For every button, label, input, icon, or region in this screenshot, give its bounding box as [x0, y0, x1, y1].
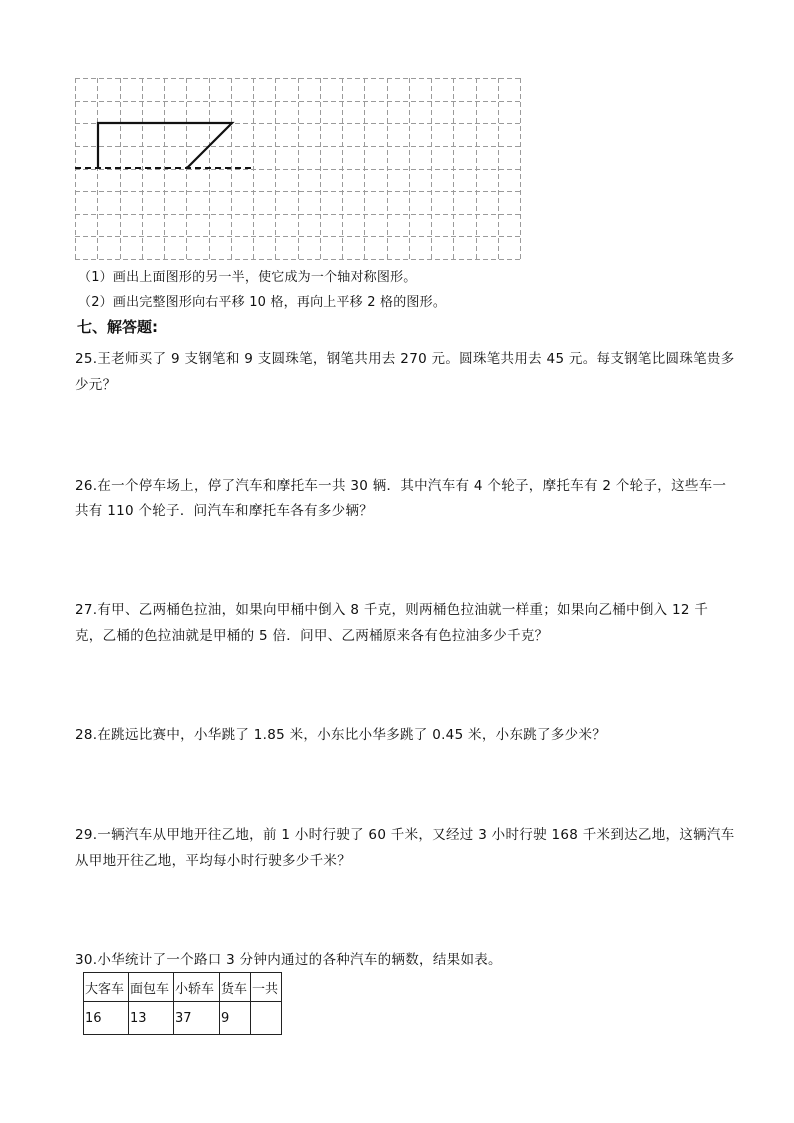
table-row — [84, 1002, 282, 1035]
vehicle-count-table — [83, 972, 282, 1035]
grid-figure — [75, 78, 521, 260]
figure-instruction-2: （2）画出完整图形向右平移 10 格，再向上平移 2 格的图形。 — [78, 295, 447, 310]
table-cell — [251, 1002, 282, 1035]
table-cell: 13 — [129, 1002, 174, 1035]
table-header-cell: 大客车 — [84, 973, 129, 1002]
table-header-cell: 货车 — [220, 973, 251, 1002]
question-25-line-2: 少元？ — [75, 377, 117, 393]
table-cell: 16 — [84, 1002, 129, 1035]
table-header-cell: 一共 — [251, 973, 282, 1002]
question-30-line-1: 30.小华统计了一个路口 3 分钟内通过的各种汽车的辆数，结果如表。 — [75, 952, 502, 968]
question-26-line-1: 26.在一个停车场上，停了汽车和摩托车一共 30 辆．其中汽车有 4 个轮子，摩托车有 2 个轮子，这些车一 — [75, 478, 727, 494]
question-27-line-2: 克，乙桶的色拉油就是甲桶的 5 倍．问甲、乙两桶原来各有色拉油多少千克？ — [75, 628, 549, 644]
table-cell: 9 — [220, 1002, 251, 1035]
figure-instruction-1: （1）画出上面图形的另一半，使它成为一个轴对称图形。 — [78, 270, 417, 285]
question-27-line-1: 27.有甲、乙两桶色拉油，如果向甲桶中倒入 8 千克，则两桶色拉油就一样重；如果向乙桶中倒入 12 千 — [75, 602, 709, 618]
question-29-line-1: 29.一辆汽车从甲地开往乙地，前 1 小时行驶了 60 千米，又经过 3 小时行驶 168 千米到达乙地，这辆汽车 — [75, 827, 735, 843]
table-header-row — [84, 973, 282, 1002]
table-header-cell: 小轿车 — [174, 973, 220, 1002]
question-25-line-1: 25.王老师买了 9 支钢笔和 9 支圆珠笔，钢笔共用去 270 元。圆珠笔共用去 45 元。每支钢笔比圆珠笔贵多 — [75, 351, 735, 367]
table-header-cell: 面包车 — [129, 973, 174, 1002]
question-28-line-1: 28.在跳远比赛中，小华跳了 1.85 米，小东比小华多跳了 0.45 米，小东跳了多少米？ — [75, 727, 607, 743]
question-26-line-2: 共有 110 个轮子．问汽车和摩托车各有多少辆？ — [75, 503, 374, 519]
question-29-line-2: 从甲地开往乙地，平均每小时行驶多少千米？ — [75, 853, 351, 869]
section-title: 七、解答题: — [77, 318, 158, 336]
table-cell: 37 — [174, 1002, 220, 1035]
